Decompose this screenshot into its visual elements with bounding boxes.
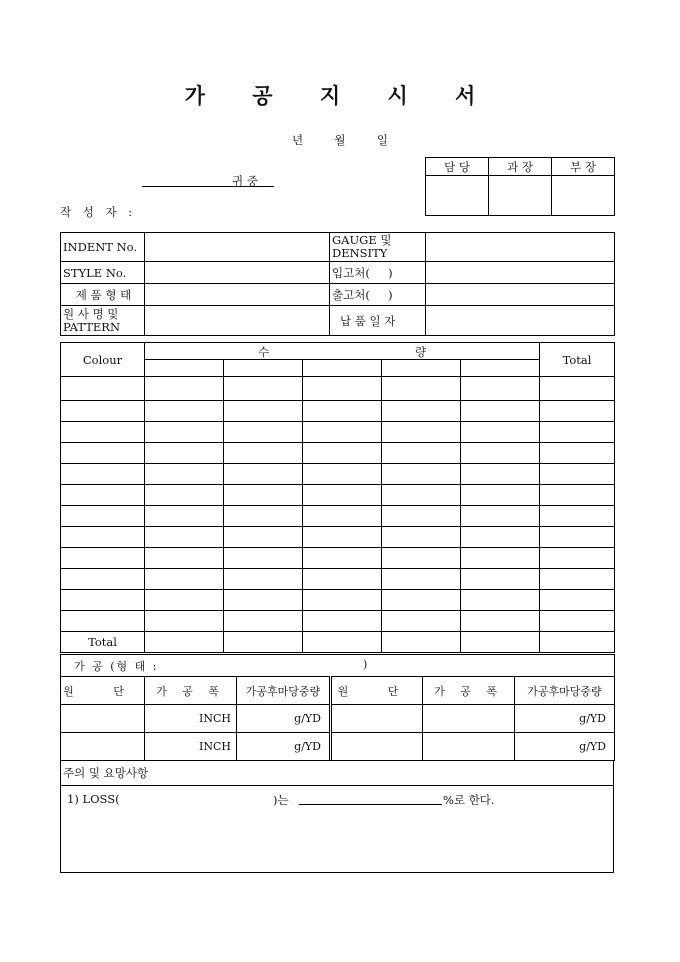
- row-total-cell[interactable]: [540, 377, 615, 401]
- colour-header: Colour: [61, 343, 145, 377]
- colour-cell[interactable]: [61, 422, 145, 443]
- quantity-row: [61, 422, 615, 443]
- gauge-density-field[interactable]: [426, 233, 615, 262]
- product-form-field[interactable]: [145, 284, 330, 306]
- page-title: 가 공 지 시 서: [184, 83, 496, 108]
- colour-cell[interactable]: [61, 464, 145, 485]
- quantity-row: [61, 377, 615, 401]
- quantity-cell[interactable]: [461, 377, 540, 401]
- quantity-cell[interactable]: [145, 401, 224, 422]
- colour-cell[interactable]: [61, 485, 145, 506]
- width-field[interactable]: [423, 705, 515, 733]
- quantity-cell[interactable]: [461, 611, 540, 632]
- approval-header-staff: 담 당: [426, 158, 489, 176]
- product-form-label: 제 품 형 태: [61, 284, 145, 306]
- colour-cell[interactable]: [61, 443, 145, 464]
- quantity-row: [61, 611, 615, 632]
- quantity-cell[interactable]: [382, 548, 461, 569]
- quantity-cell[interactable]: [145, 569, 224, 590]
- width-field[interactable]: [145, 733, 237, 761]
- quantity-cell[interactable]: [461, 443, 540, 464]
- fabric-field[interactable]: [331, 705, 423, 733]
- colour-cell[interactable]: [61, 401, 145, 422]
- quantity-header-su: 수: [258, 345, 270, 359]
- quantity-row: [61, 590, 615, 611]
- row-total-cell[interactable]: [540, 464, 615, 485]
- qty-subheader-cell: [145, 360, 224, 377]
- weight-field[interactable]: [237, 733, 331, 761]
- indent-no-field[interactable]: [145, 233, 330, 262]
- approval-header-manager: 과 장: [489, 158, 552, 176]
- quantity-header: [145, 343, 540, 360]
- quantity-cell[interactable]: [303, 506, 382, 527]
- quantity-cell[interactable]: [303, 464, 382, 485]
- date-year-label: 년: [292, 133, 304, 147]
- quantity-row: [61, 443, 615, 464]
- quantity-cell[interactable]: [382, 590, 461, 611]
- quantity-cell[interactable]: [224, 611, 303, 632]
- quantity-table: [60, 342, 615, 653]
- total-row-label: Total: [61, 632, 145, 653]
- quantity-cell[interactable]: [303, 611, 382, 632]
- quantity-cell[interactable]: [461, 506, 540, 527]
- gyd-unit: g/YD: [579, 740, 606, 753]
- quantity-row: [61, 506, 615, 527]
- row-total-cell[interactable]: [540, 401, 615, 422]
- row-total-cell[interactable]: [540, 422, 615, 443]
- quantity-cell[interactable]: [303, 527, 382, 548]
- quantity-rows: [61, 377, 615, 632]
- quantity-cell[interactable]: [303, 590, 382, 611]
- quantity-cell[interactable]: [382, 401, 461, 422]
- recipient-label: 귀 중: [232, 174, 258, 188]
- qty-subheader-cell: [224, 360, 303, 377]
- total-cell[interactable]: [540, 632, 615, 653]
- quantity-cell[interactable]: [461, 485, 540, 506]
- quantity-cell[interactable]: [382, 377, 461, 401]
- approval-header-director: 부 장: [552, 158, 615, 176]
- colour-cell[interactable]: [61, 611, 145, 632]
- approval-sign-director[interactable]: [552, 176, 615, 216]
- quantity-cell[interactable]: [303, 548, 382, 569]
- inbound-label: 입고처( ): [330, 262, 426, 284]
- quantity-cell[interactable]: [224, 422, 303, 443]
- gyd-unit: g/YD: [294, 740, 321, 753]
- quantity-row: [61, 464, 615, 485]
- outbound-label: 출고처( ): [330, 284, 426, 306]
- quantity-cell[interactable]: [382, 506, 461, 527]
- gyd-unit: g/YD: [579, 712, 606, 725]
- weight-field[interactable]: [237, 705, 331, 733]
- notes-title: 주의 및 요망사항: [60, 760, 614, 786]
- gauge-density-label: GAUGE 및 DENSITY: [330, 233, 426, 262]
- row-total-cell[interactable]: [540, 548, 615, 569]
- quantity-cell[interactable]: [303, 569, 382, 590]
- quantity-cell[interactable]: [224, 401, 303, 422]
- date-line: [292, 132, 388, 148]
- quantity-row: [61, 548, 615, 569]
- total-cell[interactable]: [303, 632, 382, 653]
- quantity-cell[interactable]: [382, 569, 461, 590]
- inch-unit: INCH: [199, 740, 231, 753]
- quantity-cell[interactable]: [303, 422, 382, 443]
- quantity-cell[interactable]: [224, 548, 303, 569]
- quantity-cell[interactable]: [145, 590, 224, 611]
- gyd-unit: g/YD: [294, 712, 321, 725]
- quantity-cell[interactable]: [461, 422, 540, 443]
- yarn-pattern-label: 원 사 명 및 PATTERN: [61, 306, 145, 336]
- loss-suffix: %로 한다.: [443, 793, 495, 807]
- quantity-row: [61, 527, 615, 548]
- delivery-date-label: 납 품 일 자: [330, 306, 426, 336]
- total-cell[interactable]: [382, 632, 461, 653]
- quantity-cell[interactable]: [303, 401, 382, 422]
- row-total-cell[interactable]: [540, 506, 615, 527]
- quantity-cell[interactable]: [461, 527, 540, 548]
- quantity-cell[interactable]: [224, 485, 303, 506]
- loss-prefix: 1) LOSS(: [67, 792, 120, 806]
- approval-sign-staff[interactable]: [426, 176, 489, 216]
- approval-sign-manager[interactable]: [489, 176, 552, 216]
- weight-field[interactable]: [515, 733, 615, 761]
- qty-subheader-cell: [382, 360, 461, 377]
- quantity-cell[interactable]: [224, 377, 303, 401]
- quantity-cell[interactable]: [382, 464, 461, 485]
- fabric-header: 원 단: [61, 677, 145, 705]
- row-total-cell[interactable]: [540, 611, 615, 632]
- weight-field[interactable]: [515, 705, 615, 733]
- colour-cell[interactable]: [61, 506, 145, 527]
- quantity-cell[interactable]: [303, 377, 382, 401]
- notes-area[interactable]: [60, 786, 614, 873]
- quantity-cell[interactable]: [145, 443, 224, 464]
- total-cell[interactable]: [461, 632, 540, 653]
- total-cell[interactable]: [224, 632, 303, 653]
- quantity-cell[interactable]: [382, 422, 461, 443]
- weight-header: 가공후마당중량: [237, 677, 331, 705]
- style-no-label: STYLE No.: [61, 262, 145, 284]
- date-month-label: 월: [334, 133, 346, 147]
- row-total-cell[interactable]: [540, 485, 615, 506]
- quantity-cell[interactable]: [224, 527, 303, 548]
- quantity-cell[interactable]: [145, 377, 224, 401]
- fabric-field[interactable]: [331, 733, 423, 761]
- fabric-field[interactable]: [61, 705, 145, 733]
- fabric-field[interactable]: [61, 733, 145, 761]
- colour-cell[interactable]: [61, 527, 145, 548]
- quantity-cell[interactable]: [145, 506, 224, 527]
- quantity-cell[interactable]: [303, 443, 382, 464]
- quantity-cell[interactable]: [145, 527, 224, 548]
- quantity-cell[interactable]: [224, 569, 303, 590]
- row-total-cell[interactable]: [540, 443, 615, 464]
- quantity-cell[interactable]: [382, 443, 461, 464]
- width-header: 가 공 폭: [423, 677, 515, 705]
- processing-table: [60, 654, 615, 761]
- quantity-cell[interactable]: [224, 464, 303, 485]
- quantity-cell[interactable]: [145, 422, 224, 443]
- quantity-cell[interactable]: [145, 485, 224, 506]
- delivery-date-field[interactable]: [426, 306, 615, 336]
- qty-subheader-cell: [303, 360, 382, 377]
- quantity-cell[interactable]: [224, 443, 303, 464]
- order-info-table: [60, 232, 615, 336]
- processing-form-label: 가 공 (형 태 :: [74, 660, 159, 673]
- quantity-cell[interactable]: [461, 401, 540, 422]
- author-label: 작 성 자 :: [60, 205, 137, 219]
- quantity-cell[interactable]: [303, 485, 382, 506]
- quantity-row: [61, 401, 615, 422]
- width-field[interactable]: [423, 733, 515, 761]
- processing-form-close: ): [363, 658, 368, 671]
- colour-cell[interactable]: [61, 548, 145, 569]
- quantity-cell[interactable]: [382, 611, 461, 632]
- quantity-cell[interactable]: [145, 611, 224, 632]
- quantity-cell[interactable]: [224, 590, 303, 611]
- processing-form-row: [61, 655, 615, 677]
- loss-blank[interactable]: [299, 804, 442, 805]
- weight-header: 가공후마당중량: [515, 677, 615, 705]
- inch-unit: INCH: [199, 712, 231, 725]
- quantity-cell[interactable]: [461, 464, 540, 485]
- indent-no-label: INDENT No.: [61, 233, 145, 262]
- total-cell[interactable]: [145, 632, 224, 653]
- width-header: 가 공 폭: [145, 677, 237, 705]
- width-field[interactable]: [145, 705, 237, 733]
- quantity-cell[interactable]: [145, 464, 224, 485]
- quantity-cell[interactable]: [382, 527, 461, 548]
- total-header: Total: [540, 343, 615, 377]
- inbound-field[interactable]: [426, 262, 615, 284]
- fabric-header: 원 단: [331, 677, 423, 705]
- approval-table: [425, 157, 615, 216]
- row-total-cell[interactable]: [540, 590, 615, 611]
- quantity-cell[interactable]: [461, 590, 540, 611]
- quantity-cell[interactable]: [382, 485, 461, 506]
- row-total-cell[interactable]: [540, 527, 615, 548]
- style-no-field[interactable]: [145, 262, 330, 284]
- quantity-cell[interactable]: [224, 506, 303, 527]
- yarn-pattern-field[interactable]: [145, 306, 330, 336]
- quantity-cell[interactable]: [461, 569, 540, 590]
- colour-cell[interactable]: [61, 569, 145, 590]
- loss-mid: )는: [273, 793, 289, 807]
- colour-cell[interactable]: [61, 377, 145, 401]
- quantity-cell[interactable]: [461, 548, 540, 569]
- qty-subheader-cell: [461, 360, 540, 377]
- outbound-field[interactable]: [426, 284, 615, 306]
- colour-cell[interactable]: [61, 590, 145, 611]
- quantity-cell[interactable]: [145, 548, 224, 569]
- quantity-header-ryang: 량: [415, 345, 427, 359]
- date-day-label: 일: [376, 133, 388, 147]
- row-total-cell[interactable]: [540, 569, 615, 590]
- quantity-row: [61, 569, 615, 590]
- quantity-row: [61, 485, 615, 506]
